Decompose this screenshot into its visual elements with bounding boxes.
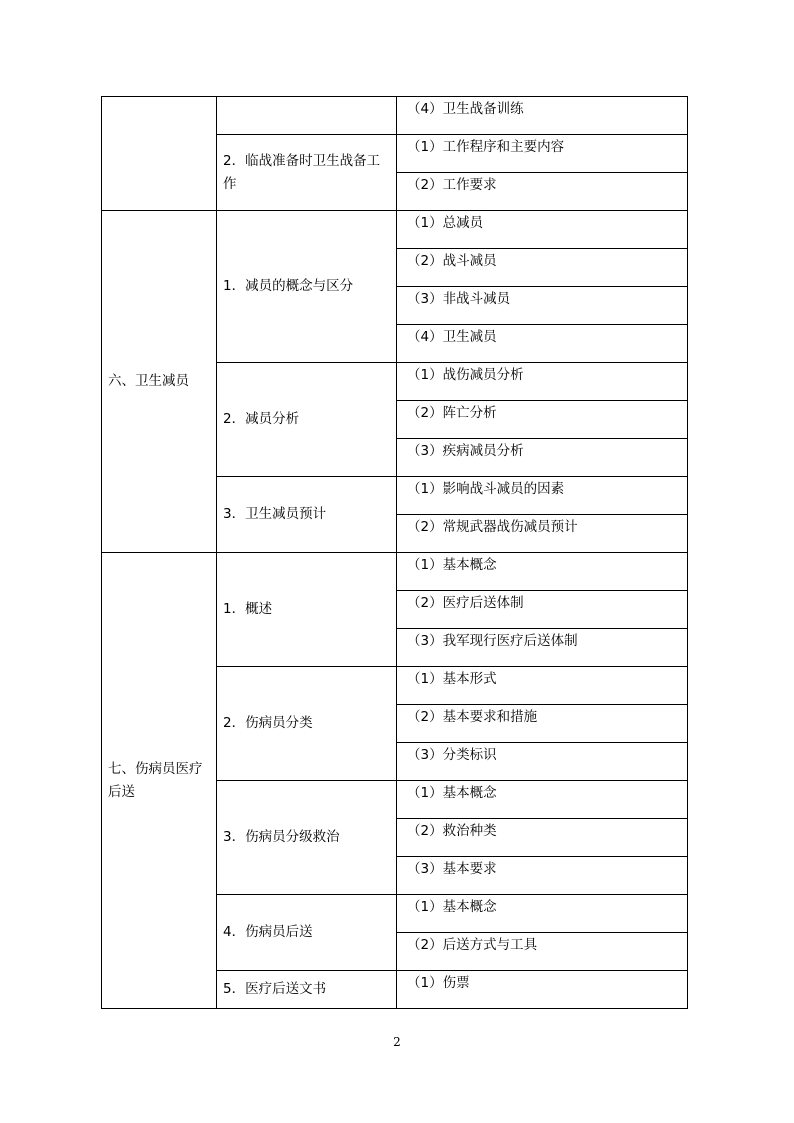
item-text: （2）基本要求和措施 <box>407 709 538 725</box>
section-cell <box>102 97 217 211</box>
item-text: （1）基本形式 <box>407 671 497 687</box>
item-cell <box>397 249 688 287</box>
subsection-cell <box>217 97 397 135</box>
item-cell <box>397 325 688 363</box>
subsection-cell: 4．伤病员后送 <box>217 895 397 971</box>
item-cell <box>397 135 688 173</box>
item-cell <box>397 743 688 781</box>
item-text: （3）非战斗减员 <box>407 291 511 307</box>
item-cell <box>397 515 688 553</box>
item-text: （1）基本概念 <box>407 557 497 573</box>
item-cell <box>397 629 688 667</box>
item-cell <box>397 781 688 819</box>
item-text: （4）卫生战备训练 <box>407 101 524 117</box>
item-text: （2）常规武器战伤减员预计 <box>407 519 578 535</box>
item-cell <box>397 933 688 971</box>
syllabus-table <box>101 96 688 1009</box>
item-text: （1）基本概念 <box>407 785 497 801</box>
item-cell <box>397 439 688 477</box>
item-text: （1）伤票 <box>407 975 470 991</box>
item-text: （4）卫生减员 <box>407 329 497 345</box>
table-row <box>102 211 688 249</box>
item-cell <box>397 173 688 211</box>
item-text: （2）救治种类 <box>407 823 497 839</box>
item-text: （1）工作程序和主要内容 <box>407 139 565 155</box>
item-cell <box>397 211 688 249</box>
syllabus-table-body <box>102 97 688 1009</box>
item-text: （2）战斗减员 <box>407 253 497 269</box>
item-cell <box>397 591 688 629</box>
item-cell <box>397 971 688 1009</box>
subsection-cell: 3．伤病员分级救治 <box>217 781 397 895</box>
item-cell <box>397 363 688 401</box>
item-cell <box>397 819 688 857</box>
item-cell <box>397 553 688 591</box>
page-number: 2 <box>393 1035 401 1049</box>
item-text: （2）工作要求 <box>407 177 497 193</box>
item-cell <box>397 667 688 705</box>
item-text: （3）分类标识 <box>407 747 497 763</box>
item-cell <box>397 705 688 743</box>
item-cell <box>397 287 688 325</box>
item-text: （1）总减员 <box>407 215 484 231</box>
subsection-cell: 5．医疗后送文书 <box>217 971 397 1009</box>
item-cell <box>397 857 688 895</box>
subsection-cell: 2．临战准备时卫生战备工作 <box>217 135 397 211</box>
item-text: （1）战伤减员分析 <box>407 367 524 383</box>
item-text: （1）影响战斗减员的因素 <box>407 481 565 497</box>
item-text: （3）疾病减员分析 <box>407 443 524 459</box>
table-row <box>102 553 688 591</box>
item-text: （2）医疗后送体制 <box>407 595 524 611</box>
item-text: （2）后送方式与工具 <box>407 937 538 953</box>
subsection-cell: 1．概述 <box>217 553 397 667</box>
item-cell <box>397 97 688 135</box>
item-text: （3）基本要求 <box>407 861 497 877</box>
item-text: （3）我军现行医疗后送体制 <box>407 633 578 649</box>
subsection-cell: 2．减员分析 <box>217 363 397 477</box>
item-cell <box>397 401 688 439</box>
subsection-cell: 3．卫生减员预计 <box>217 477 397 553</box>
item-text: （1）基本概念 <box>407 899 497 915</box>
item-cell <box>397 895 688 933</box>
item-cell <box>397 477 688 515</box>
section-cell: 六、卫生减员 <box>102 211 217 553</box>
item-text: （2）阵亡分析 <box>407 405 497 421</box>
subsection-cell: 2．伤病员分类 <box>217 667 397 781</box>
table-row <box>102 97 688 135</box>
section-cell: 七、伤病员医疗后送 <box>102 553 217 1009</box>
subsection-cell: 1．减员的概念与区分 <box>217 211 397 363</box>
